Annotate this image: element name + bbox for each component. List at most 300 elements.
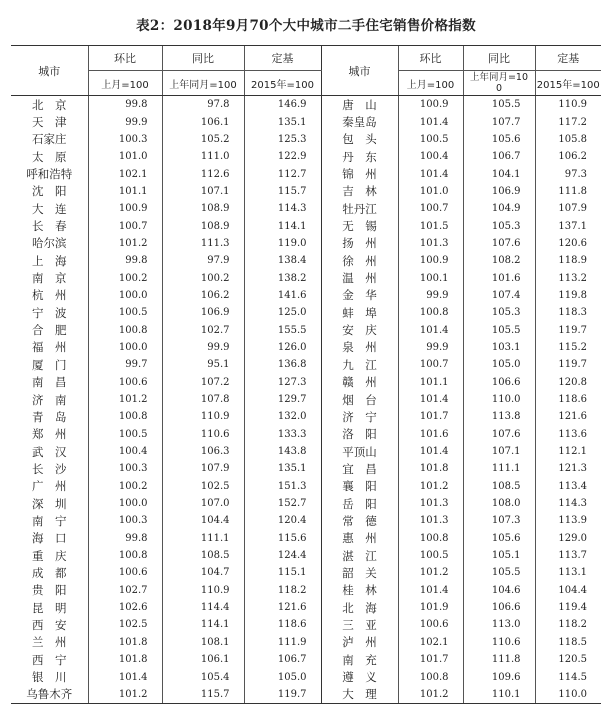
cell-yoy-right: 104.6 — [463, 582, 535, 599]
cell-base-right: 119.4 — [535, 599, 601, 616]
cell-base-right: 121.3 — [535, 460, 601, 477]
table-row — [11, 512, 601, 529]
cell-yoy-right: 105.5 — [463, 321, 535, 338]
cell-yoy-left: 105.4 — [162, 668, 244, 685]
cell-mom-right: 99.9 — [398, 339, 463, 356]
cell-base-right: 121.6 — [535, 408, 601, 425]
cell-city-left: 上 海 — [32, 253, 67, 268]
cell-base-left: 135.1 — [244, 460, 321, 477]
cell-city-right: 大 理 — [321, 686, 398, 704]
cell-mom-left: 101.2 — [88, 686, 162, 704]
cell-mom-left: 99.8 — [88, 530, 162, 547]
cell-city-left: 杭 州 — [32, 288, 67, 303]
table-row — [11, 460, 601, 477]
cell-base-left: 127.3 — [244, 374, 321, 391]
cell-mom-right: 101.4 — [398, 321, 463, 338]
cell-mom-right: 100.7 — [398, 356, 463, 373]
cell-mom-left: 99.9 — [88, 113, 162, 130]
cell-mom-right: 100.5 — [398, 547, 463, 564]
cell-yoy-left: 110.9 — [162, 408, 244, 425]
cell-yoy-right: 105.6 — [463, 530, 535, 547]
cell-yoy-right: 108.5 — [463, 478, 535, 495]
cell-yoy-right: 107.6 — [463, 426, 535, 443]
cell-base-right: 113.7 — [535, 547, 601, 564]
table-row — [11, 391, 601, 408]
cell-base-left: 132.0 — [244, 408, 321, 425]
cell-mom-right: 100.9 — [398, 252, 463, 269]
cell-base-right: 114.5 — [535, 668, 601, 685]
cell-base-right: 120.8 — [535, 374, 601, 391]
cell-base-left: 122.9 — [244, 148, 321, 165]
cell-base-left: 118.6 — [244, 616, 321, 633]
cell-city-left: 北 京 — [32, 97, 67, 112]
table-row — [11, 235, 601, 252]
cell-yoy-right: 107.3 — [463, 512, 535, 529]
cell-yoy-left: 108.1 — [162, 634, 244, 651]
header-yoy-right: 同比 — [463, 46, 535, 71]
header-yoy-sub-right: 上年同月=10 0 — [463, 71, 535, 96]
cell-city-left: 济 南 — [32, 392, 67, 407]
cell-mom-right: 101.8 — [398, 460, 463, 477]
table-row — [11, 200, 601, 217]
table-row — [11, 304, 601, 321]
cell-base-right: 119.7 — [535, 321, 601, 338]
cell-yoy-right: 105.5 — [463, 96, 535, 114]
cell-base-right: 107.9 — [535, 200, 601, 217]
cell-base-right: 97.3 — [535, 165, 601, 182]
table-row — [11, 616, 601, 633]
table-row — [11, 599, 601, 616]
table-row — [11, 547, 601, 564]
cell-city-right: 金 华 — [321, 287, 398, 304]
cell-mom-left: 100.8 — [88, 321, 162, 338]
cell-yoy-right: 109.6 — [463, 668, 535, 685]
cell-mom-right: 101.4 — [398, 113, 463, 130]
cell-base-left: 118.2 — [244, 582, 321, 599]
cell-base-right: 113.1 — [535, 564, 601, 581]
cell-city-right: 济 宁 — [321, 408, 398, 425]
cell-base-right: 118.5 — [535, 634, 601, 651]
table-row — [11, 217, 601, 234]
table-row — [11, 426, 601, 443]
cell-city-right: 韶 关 — [321, 564, 398, 581]
cell-yoy-left: 107.1 — [162, 183, 244, 200]
cell-base-left: 143.8 — [244, 443, 321, 460]
cell-base-right: 114.3 — [535, 495, 601, 512]
cell-yoy-left: 97.8 — [162, 96, 244, 114]
cell-city-left: 兰 州 — [32, 635, 67, 650]
cell-yoy-left: 114.1 — [162, 616, 244, 633]
cell-yoy-right: 107.4 — [463, 287, 535, 304]
cell-mom-left: 101.2 — [88, 391, 162, 408]
cell-city-left: 乌鲁木齐 — [11, 686, 88, 704]
cell-mom-right: 100.9 — [398, 96, 463, 114]
table-row — [11, 374, 601, 391]
cell-mom-right: 100.7 — [398, 200, 463, 217]
cell-mom-left: 100.2 — [88, 269, 162, 286]
cell-base-right: 113.2 — [535, 269, 601, 286]
cell-mom-left: 101.8 — [88, 651, 162, 668]
cell-yoy-right: 106.6 — [463, 599, 535, 616]
cell-mom-right: 101.2 — [398, 478, 463, 495]
cell-base-right: 105.8 — [535, 131, 601, 148]
cell-city-right: 宜 昌 — [321, 460, 398, 477]
cell-base-right: 117.2 — [535, 113, 601, 130]
cell-city-right: 襄 阳 — [321, 478, 398, 495]
cell-base-right: 120.5 — [535, 651, 601, 668]
cell-yoy-left: 108.9 — [162, 217, 244, 234]
cell-yoy-left: 108.9 — [162, 200, 244, 217]
header-mom-sub: 上月=100 — [88, 71, 162, 96]
cell-yoy-left: 106.1 — [162, 651, 244, 668]
cell-base-left: 115.1 — [244, 564, 321, 581]
cell-mom-left: 100.3 — [88, 512, 162, 529]
cell-mom-left: 102.7 — [88, 582, 162, 599]
cell-yoy-left: 114.4 — [162, 599, 244, 616]
cell-city-right: 秦皇岛 — [321, 113, 398, 130]
table-row — [11, 443, 601, 460]
cell-yoy-left: 115.7 — [162, 686, 244, 704]
cell-yoy-left: 106.2 — [162, 287, 244, 304]
cell-base-left: 125.3 — [244, 131, 321, 148]
cell-mom-right: 100.5 — [398, 131, 463, 148]
cell-city-right: 洛 阳 — [321, 426, 398, 443]
cell-yoy-right: 104.1 — [463, 165, 535, 182]
cell-mom-left: 101.4 — [88, 668, 162, 685]
cell-mom-left: 100.8 — [88, 408, 162, 425]
cell-yoy-left: 102.7 — [162, 321, 244, 338]
table-row — [11, 356, 601, 373]
cell-city-right: 桂 林 — [321, 582, 398, 599]
cell-mom-right: 100.8 — [398, 304, 463, 321]
cell-city-left: 福 州 — [32, 340, 67, 355]
cell-mom-left: 100.5 — [88, 426, 162, 443]
table-row — [11, 113, 601, 130]
cell-city-left: 郑 州 — [32, 427, 67, 442]
cell-yoy-left: 106.9 — [162, 304, 244, 321]
cell-city-right: 泸 州 — [321, 634, 398, 651]
cell-city-left: 南 京 — [32, 271, 67, 286]
cell-yoy-left: 111.3 — [162, 235, 244, 252]
cell-yoy-right: 105.0 — [463, 356, 535, 373]
cell-city-left: 长 春 — [32, 219, 67, 234]
cell-mom-left: 102.1 — [88, 165, 162, 182]
cell-city-right: 温 州 — [321, 269, 398, 286]
cell-city-left: 南 昌 — [32, 375, 67, 390]
cell-mom-left: 100.6 — [88, 564, 162, 581]
table-row — [11, 131, 601, 148]
cell-yoy-left: 102.5 — [162, 478, 244, 495]
cell-mom-right: 101.3 — [398, 235, 463, 252]
cell-yoy-right: 105.1 — [463, 547, 535, 564]
cell-base-right: 113.6 — [535, 426, 601, 443]
header-yoy-sub: 上年同月=100 — [162, 71, 244, 96]
header-mom-right: 环比 — [398, 46, 463, 71]
cell-mom-right: 101.7 — [398, 651, 463, 668]
cell-yoy-right: 101.6 — [463, 269, 535, 286]
cell-city-left: 西 安 — [32, 617, 67, 632]
cell-city-left: 厦 门 — [32, 357, 67, 372]
cell-mom-left: 100.0 — [88, 287, 162, 304]
cell-base-left: 106.7 — [244, 651, 321, 668]
table-row — [11, 668, 601, 685]
cell-city-left: 天 津 — [32, 115, 67, 130]
cell-mom-right: 101.4 — [398, 582, 463, 599]
cell-mom-right: 100.4 — [398, 148, 463, 165]
table-body — [11, 96, 601, 704]
header-yoy: 同比 — [162, 46, 244, 71]
cell-mom-left: 99.7 — [88, 356, 162, 373]
cell-base-left: 115.7 — [244, 183, 321, 200]
cell-base-right: 110.0 — [535, 686, 601, 704]
cell-base-left: 138.2 — [244, 269, 321, 286]
cell-base-right: 118.9 — [535, 252, 601, 269]
table-row — [11, 651, 601, 668]
cell-yoy-left: 108.5 — [162, 547, 244, 564]
cell-base-left: 114.1 — [244, 217, 321, 234]
cell-city-right: 惠 州 — [321, 530, 398, 547]
header-mom: 环比 — [88, 46, 162, 71]
cell-base-left: 105.0 — [244, 668, 321, 685]
cell-city-left: 呼和浩特 — [26, 167, 73, 182]
table-row — [11, 165, 601, 182]
cell-city-left: 南 宁 — [32, 513, 67, 528]
cell-yoy-right: 106.9 — [463, 183, 535, 200]
cell-base-left: 114.3 — [244, 200, 321, 217]
cell-city-right: 烟 台 — [321, 391, 398, 408]
cell-mom-right: 100.6 — [398, 616, 463, 633]
cell-base-left: 152.7 — [244, 495, 321, 512]
cell-base-right: 115.2 — [535, 339, 601, 356]
cell-base-left: 146.9 — [244, 96, 321, 114]
cell-yoy-right: 110.0 — [463, 391, 535, 408]
cell-base-left: 136.8 — [244, 356, 321, 373]
cell-city-right: 平顶山 — [321, 443, 398, 460]
table-row — [11, 582, 601, 599]
cell-mom-left: 100.3 — [88, 131, 162, 148]
cell-city-left: 海 口 — [32, 531, 67, 546]
cell-city-left: 深 圳 — [32, 496, 67, 511]
cell-city-right: 唐 山 — [321, 96, 398, 114]
cell-yoy-right: 104.9 — [463, 200, 535, 217]
cell-base-left: 125.0 — [244, 304, 321, 321]
table-row — [11, 321, 601, 338]
table-row — [11, 287, 601, 304]
cell-city-right: 包 头 — [321, 131, 398, 148]
cell-mom-left: 102.5 — [88, 616, 162, 633]
cell-mom-left: 101.8 — [88, 634, 162, 651]
cell-city-right: 无 锡 — [321, 217, 398, 234]
cell-yoy-left: 104.7 — [162, 564, 244, 581]
cell-yoy-right: 105.6 — [463, 131, 535, 148]
cell-base-right: 104.4 — [535, 582, 601, 599]
cell-base-right: 112.1 — [535, 443, 601, 460]
cell-city-right: 北 海 — [321, 599, 398, 616]
cell-city-left: 沈 阳 — [32, 184, 67, 199]
table-row — [11, 634, 601, 651]
cell-city-left: 西 宁 — [32, 652, 67, 667]
cell-mom-right: 101.3 — [398, 512, 463, 529]
cell-mom-right: 101.7 — [398, 408, 463, 425]
cell-yoy-left: 107.8 — [162, 391, 244, 408]
cell-yoy-right: 106.7 — [463, 148, 535, 165]
cell-city-right: 遵 义 — [321, 668, 398, 685]
cell-yoy-left: 111.1 — [162, 530, 244, 547]
cell-city-left: 哈尔滨 — [32, 236, 67, 251]
cell-mom-left: 102.6 — [88, 599, 162, 616]
cell-yoy-right: 103.1 — [463, 339, 535, 356]
table-row — [11, 252, 601, 269]
cell-mom-right: 101.9 — [398, 599, 463, 616]
cell-city-left: 贵 阳 — [32, 583, 67, 598]
cell-base-right: 129.0 — [535, 530, 601, 547]
cell-mom-right: 100.8 — [398, 530, 463, 547]
cell-base-left: 133.3 — [244, 426, 321, 443]
cell-city-right: 湛 江 — [321, 547, 398, 564]
cell-yoy-right: 107.6 — [463, 235, 535, 252]
cell-yoy-right: 106.6 — [463, 374, 535, 391]
cell-city-left: 青 岛 — [32, 409, 67, 424]
cell-yoy-right: 110.1 — [463, 686, 535, 704]
table-row — [11, 339, 601, 356]
cell-base-left: 124.4 — [244, 547, 321, 564]
header-base-right: 定基 — [535, 46, 601, 71]
cell-base-left: 119.0 — [244, 235, 321, 252]
cell-yoy-left: 112.6 — [162, 165, 244, 182]
cell-mom-right: 101.3 — [398, 495, 463, 512]
header-base-sub-right: 2015年=100 — [535, 71, 601, 96]
cell-mom-right: 102.1 — [398, 634, 463, 651]
cell-city-left: 重 庆 — [32, 548, 67, 563]
cell-yoy-right: 113.0 — [463, 616, 535, 633]
cell-city-right: 吉 林 — [321, 183, 398, 200]
cell-base-right: 119.8 — [535, 287, 601, 304]
cell-city-right: 泉 州 — [321, 339, 398, 356]
cell-base-left: 111.9 — [244, 634, 321, 651]
cell-base-left: 155.5 — [244, 321, 321, 338]
cell-base-right: 118.6 — [535, 391, 601, 408]
cell-base-right: 113.4 — [535, 478, 601, 495]
cell-base-right: 111.8 — [535, 183, 601, 200]
cell-mom-right: 101.0 — [398, 183, 463, 200]
cell-yoy-left: 99.9 — [162, 339, 244, 356]
cell-yoy-right: 107.1 — [463, 443, 535, 460]
cell-yoy-right: 108.0 — [463, 495, 535, 512]
cell-mom-right: 101.5 — [398, 217, 463, 234]
cell-city-right: 安 庆 — [321, 321, 398, 338]
cell-base-left: 120.4 — [244, 512, 321, 529]
cell-base-left: 119.7 — [244, 686, 321, 704]
cell-base-left: 112.7 — [244, 165, 321, 182]
table-row — [11, 269, 601, 286]
cell-mom-right: 101.1 — [398, 374, 463, 391]
header-city: 城市 — [11, 46, 88, 96]
cell-mom-right: 99.9 — [398, 287, 463, 304]
cell-city-right: 赣 州 — [321, 374, 398, 391]
cell-mom-left: 100.5 — [88, 304, 162, 321]
cell-city-left: 大 连 — [32, 201, 67, 216]
cell-yoy-left: 100.2 — [162, 269, 244, 286]
header-base: 定基 — [244, 46, 321, 71]
cell-mom-right: 100.1 — [398, 269, 463, 286]
cell-yoy-right: 105.5 — [463, 564, 535, 581]
cell-city-left: 昆 明 — [32, 600, 67, 615]
table-row — [11, 183, 601, 200]
cell-yoy-right: 108.2 — [463, 252, 535, 269]
cell-mom-right: 100.8 — [398, 668, 463, 685]
cell-mom-right: 101.4 — [398, 443, 463, 460]
cell-base-right: 118.2 — [535, 616, 601, 633]
table-row — [11, 530, 601, 547]
cell-city-right: 岳 阳 — [321, 495, 398, 512]
cell-base-left: 126.0 — [244, 339, 321, 356]
cell-base-left: 121.6 — [244, 599, 321, 616]
cell-mom-left: 100.8 — [88, 547, 162, 564]
cell-city-left: 长 沙 — [32, 461, 67, 476]
cell-mom-right: 101.4 — [398, 165, 463, 182]
cell-city-right: 三 亚 — [321, 616, 398, 633]
cell-city-left: 银 川 — [32, 670, 67, 685]
cell-yoy-left: 97.9 — [162, 252, 244, 269]
cell-base-right: 106.2 — [535, 148, 601, 165]
cell-base-right: 120.6 — [535, 235, 601, 252]
cell-mom-left: 101.1 — [88, 183, 162, 200]
price-index-table — [11, 45, 601, 704]
cell-yoy-right: 107.7 — [463, 113, 535, 130]
cell-mom-left: 100.4 — [88, 443, 162, 460]
table-row — [11, 148, 601, 165]
cell-base-left: 138.4 — [244, 252, 321, 269]
cell-yoy-left: 110.9 — [162, 582, 244, 599]
cell-base-right: 110.9 — [535, 96, 601, 114]
cell-mom-right: 101.6 — [398, 426, 463, 443]
cell-yoy-left: 110.6 — [162, 426, 244, 443]
cell-city-right: 丹 东 — [321, 148, 398, 165]
cell-city-left: 太 原 — [32, 149, 67, 164]
cell-mom-left: 100.6 — [88, 374, 162, 391]
cell-mom-left: 100.2 — [88, 478, 162, 495]
cell-mom-left: 100.7 — [88, 217, 162, 234]
cell-city-left: 石家庄 — [32, 132, 67, 147]
cell-city-right: 常 德 — [321, 512, 398, 529]
cell-city-left: 宁 波 — [32, 305, 67, 320]
cell-mom-left: 99.8 — [88, 96, 162, 114]
cell-yoy-left: 105.2 — [162, 131, 244, 148]
cell-yoy-left: 104.4 — [162, 512, 244, 529]
cell-city-right: 徐 州 — [321, 252, 398, 269]
cell-yoy-left: 107.2 — [162, 374, 244, 391]
cell-yoy-right: 111.8 — [463, 651, 535, 668]
table-row — [11, 478, 601, 495]
cell-mom-left: 101.0 — [88, 148, 162, 165]
cell-mom-left: 100.3 — [88, 460, 162, 477]
table-row — [11, 564, 601, 581]
cell-yoy-right: 113.8 — [463, 408, 535, 425]
table-row — [11, 495, 601, 512]
cell-yoy-left: 106.1 — [162, 113, 244, 130]
table-title: 表2：2018年9月70个大中城市二手住宅销售价格指数 — [136, 18, 476, 34]
cell-mom-right: 101.2 — [398, 564, 463, 581]
cell-base-left: 115.6 — [244, 530, 321, 547]
header-base-sub: 2015年=100 — [244, 71, 321, 96]
cell-base-left: 129.7 — [244, 391, 321, 408]
cell-yoy-right: 105.3 — [463, 217, 535, 234]
cell-yoy-right: 111.1 — [463, 460, 535, 477]
cell-yoy-right: 110.6 — [463, 634, 535, 651]
cell-base-left: 135.1 — [244, 113, 321, 130]
cell-yoy-left: 107.0 — [162, 495, 244, 512]
cell-city-right: 南 充 — [321, 651, 398, 668]
